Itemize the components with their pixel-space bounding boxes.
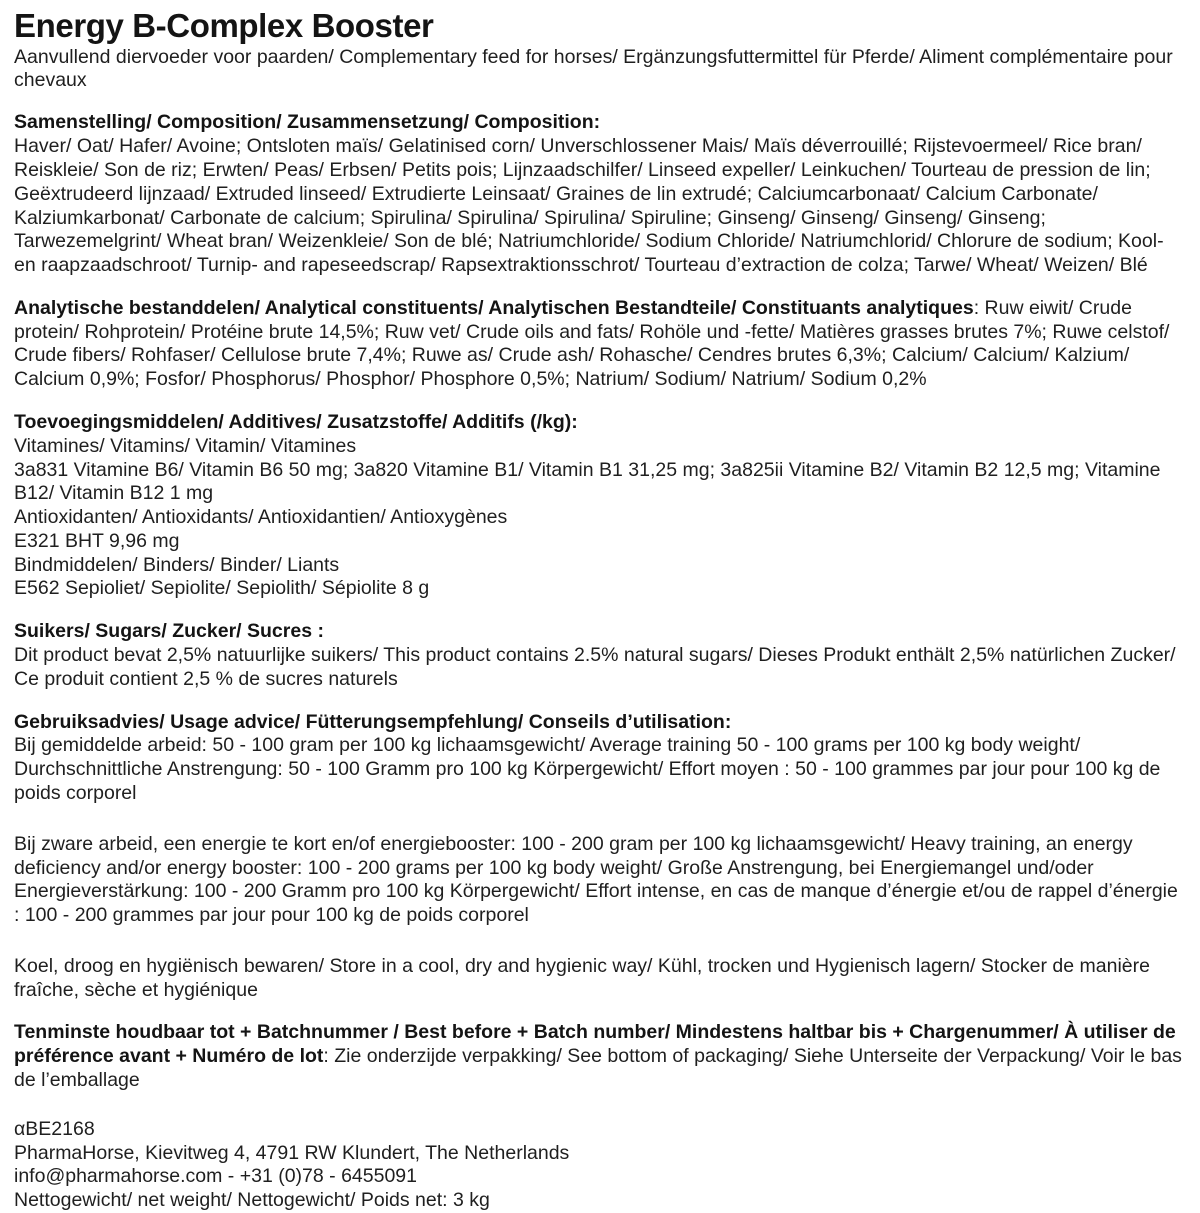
company-contact: info@pharmahorse.com - +31 (0)78 - 6455091 (14, 1165, 417, 1188)
additives-vitamins-label: Vitamines/ Vitamins/ Vitamin/ Vitamines (14, 434, 357, 457)
company-address: PharmaHorse, Kievitweg 4, 4791 RW Klundert, The Netherlands (14, 1141, 570, 1164)
additives-antioxidants-label: Antioxidanten/ Antioxidants/ Antioxidantien/ Antioxygènes (14, 506, 508, 529)
sugars-text: Dit product bevat 2,5% natuurlijke suikers/ This product contains 2.5% natural sugars/ Dieses Produkt enthält 2,5% natürlichen Zucker/ Ce produit contient 2,5 % de sucres naturels (14, 644, 1176, 690)
usage-advice-section (14, 711, 1186, 1003)
best-before-block (14, 1021, 1186, 1092)
additives-antioxidants-values: E321 BHT 9,96 mg (14, 529, 180, 552)
usage-heavy-training-paragraph: Bij zware arbeid, een energie te kort en/of energiebooster: 100 - 200 gram per 100 kg lichaamsgewicht/ Heavy training, an energy deficiency and/or energy booster: 100 - 200 grams per 100 kg body weight/ Große Anstrengung, bei Energiemangel und/oder Energieverstärkung: 100 - 200 Gramm pro 100 kg Körpergewicht/ Effort intense, en cas de manque d’énergie et/ou de rappel d’énergie : 100 - 200 grammes par jour pour 100 kg de poids corporel (14, 832, 1178, 927)
analytical-constituents-heading: Analytische bestanddelen/ Analytical constituents/ Analytischen Bestandteile/ Constituants analytiques (14, 296, 974, 319)
additives-section (14, 411, 1186, 601)
net-weight: Nettogewicht/ net weight/ Nettogewicht/ Poids net: 3 kg (14, 1189, 490, 1212)
product-subtitle: Aanvullend diervoeder voor paarden/ Complementary feed for horses/ Ergänzungsfuttermittel für Pferde/ Aliment complémentaire pour chevaux (14, 45, 1173, 92)
best-before-section (14, 1021, 1186, 1092)
additives-binders-values: E562 Sepioliet/ Sepiolite/ Sepiolith/ Sépiolite 8 g (14, 577, 430, 600)
composition-text: Haver/ Oat/ Hafer/ Avoine; Ontsloten maïs/ Gelatinised corn/ Unverschlossener Mais/ Maïs déverrouillé; Rijstevoermeel/ Rice bran/ Reiskleie/ Son de riz; Erwten/ Peas/ Erbsen/ Petits pois; Lijnzaadschilfer/ Linseed expeller/ Leinkuchen/ Tourteau de pression de lin; Geëxtrudeerd lijnzaad/ Extruded linseed/ Extrudierte Leinsaat/ Graines de lin extrudé; Calciumcarbonaat/ Calcium Carbonate/ Kalziumkarbonat/ Carbonate de calcium; Spirulina/ Spirulina/ Spirulina/ Spiruline; Ginseng/ Ginseng/ Ginseng/ Ginseng; Tarwezemelgrint/ Wheat bran/ Weizenkleie/ Son de blé; Natriumchloride/ Sodium Chloride/ Natriumchlorid/ Chlorure de sodium; Kool- en raapzaadschroot/ Turnip- and rapeseedscrap/ Rapsextraktionsschrot/ Tourteau d’extraction de colza; Tarwe/ Wheat/ Weizen/ Blé (14, 135, 1164, 277)
usage-advice-heading: Gebruiksadvies/ Usage advice/ Fütterungsempfehlung/ Conseils d’utilisation: (14, 710, 732, 733)
usage-average-training-paragraph: Bij gemiddelde arbeid: 50 - 100 gram per 100 kg lichaamsgewicht/ Average training 50 - 100 grams per 100 kg body weight/ Durchschnittliche Anstrengung: 50 - 100 Gramm pro 100 kg Körpergewicht/ Effort moyen : 50 - 100 grammes par jour pour 100 kg de poids corporel (14, 734, 1161, 804)
additives-vitamins-values: 3a831 Vitamine B6/ Vitamin B6 50 mg; 3a820 Vitamine B1/ Vitamin B1 31,25 mg; 3a825ii Vitamine B2/ Vitamin B2 12,5 mg; Vitamine B12/ Vitamin B12 1 mg (14, 458, 1161, 505)
page-title: Energy B-Complex Booster (14, 7, 434, 44)
best-before-heading: Tenminste houdbaar tot + Batchnummer / Best before + Batch number/ Mindestens haltbar bis + Chargenummer/ À utiliser de préférence avant + Numéro de lot (14, 1021, 1176, 1068)
best-before-text: : Zie onderzijde verpakking/ See bottom of packaging/ Siehe Unterseite der Verpackung/ Voir le bas de l’emballage (14, 1045, 1182, 1091)
analytical-constituents-section (14, 297, 1186, 392)
usage-storage-paragraph: Koel, droog en hygiënisch bewaren/ Store in a cool, dry and hygienic way/ Kühl, trocken und Hygienisch lagern/ Stocker de manière fraîche, sèche et hygiénique (14, 954, 1150, 1001)
additives-binders-label: Bindmiddelen/ Binders/ Binder/ Liants (14, 553, 340, 576)
manufacturer-footer (14, 1118, 1186, 1213)
sugars-section (14, 620, 1186, 691)
analytical-constituents-block (14, 297, 1186, 392)
composition-section (14, 111, 1186, 277)
composition-heading: Samenstelling/ Composition/ Zusammensetzung/ Composition: (14, 111, 601, 134)
approval-code: αBE2168 (14, 1117, 95, 1140)
sugars-heading: Suikers/ Sugars/ Zucker/ Sucres : (14, 620, 324, 643)
analytical-constituents-text: : Ruw eiwit/ Crude protein/ Rohprotein/ Protéine brute 14,5%; Ruw vet/ Crude oils and fats/ Rohöle und -fette/ Matières grasses brutes 7%; Ruwe celstof/ Crude fibers/ Rohfaser/ Cellulose brute 7,4%; Ruwe as/ Crude ash/ Rohasche/ Cendres brutes 6,3%; Calcium/ Calcium/ Kalzium/ Calcium 0,9%; Fosfor/ Phosphorus/ Phosphor/ Phosphore 0,5%; Natrium/ Sodium/ Natrium/ Sodium 0,2% (14, 296, 1170, 391)
additives-heading: Toevoegingsmiddelen/ Additives/ Zusatzstoffe/ Additifs (/kg): (14, 411, 578, 433)
